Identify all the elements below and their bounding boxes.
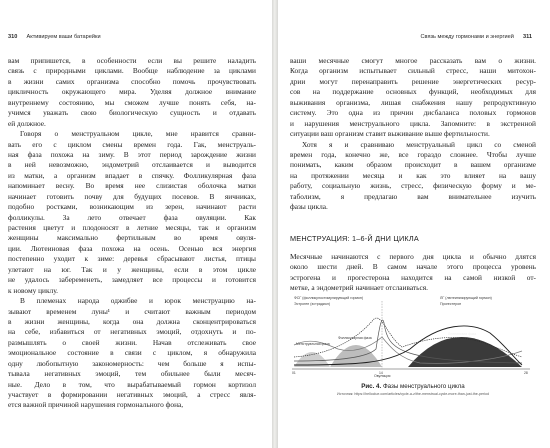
text-line: эстрогена и прогестерона находится на самой низкой от-: [290, 272, 536, 282]
left-page: [0, 0, 272, 448]
text-line: В племенах народа оджибве и юрок менструацию на-: [20, 296, 256, 306]
right-page-number: 311: [522, 34, 532, 40]
figure-caption-number: Рис. 4.: [361, 383, 382, 390]
text-line: участвует в формировании негативных эмоций, а стресс явля-: [8, 390, 256, 399]
follicular-phase-label: Фолликулярная фаза: [338, 336, 372, 340]
text-line: ции. Лютеиновая фаза похожа на осень. Осенью вся энергия: [8, 243, 256, 253]
text-line: женщины максимально фертильным во время овуля-: [8, 233, 256, 243]
text-line: Месячные начинаются с первого дня цикла и обычно длятся: [290, 252, 536, 261]
text-line: ется важной причиной нарушения гормонального фона,: [8, 400, 184, 410]
left-page-number: 310: [8, 34, 18, 40]
text-line: ей должное.: [8, 118, 46, 128]
text-line: Хотя я и сравниваю менструальный цикл со сменой: [302, 139, 536, 149]
section-body-text: [290, 252, 536, 294]
text-line: времен года, конечно же, все гораздо сложнее. Чтобы лучше: [290, 149, 536, 159]
figure-caption: [290, 383, 536, 390]
day-start-label: 01: [292, 371, 296, 375]
text-line: фазы цикла.: [290, 202, 328, 212]
text-line: в жизни женщины, когда она должна сконцентрироваться: [8, 316, 256, 326]
text-line: на протяжении месяца и как это влияет на вашу: [290, 170, 536, 180]
text-line: начинает готовить почву для будущих посевов. В яичниках,: [8, 191, 256, 201]
day-mid-label: 14: [379, 371, 383, 375]
lh-label: ЛГ (лютеинизирующий гормон): [440, 296, 492, 300]
cycle-diagram: [290, 293, 536, 379]
right-running-head: [421, 34, 532, 44]
text-line: работу, социальную жизнь, стресс, физическую форму и ме-: [290, 181, 536, 191]
text-line: размышлять о своей жизни. Начав отслеживать свое: [8, 337, 256, 347]
text-line: напоминает весну. Во время нее слизистая оболочка матки: [8, 181, 256, 191]
text-line: систему. Это одна из причин дисбаланса половых гормонов: [290, 108, 536, 118]
text-line: из матки, а организм впадает в спячку. Фолликулярная фаза: [8, 170, 256, 180]
text-line: на себе, избавиться от негативных эмоций, отдохнуть и по-: [8, 327, 256, 337]
text-line: Когда организм испытывает сильный стресс, наши митохон-: [290, 66, 536, 76]
text-line: к новому циклу.: [8, 285, 58, 295]
text-line: вать его с циклом смены времен года. Гак, менструаль-: [8, 139, 256, 149]
menstrual-phase-label: Менструальная фаза: [296, 342, 330, 346]
left-body-text: [8, 56, 256, 411]
text-line: цикличность окружающего мира. Уделяя должное внимание: [8, 87, 256, 97]
text-line: сов на поддержание основных функций, необходимых для: [290, 87, 536, 97]
left-running-head: [8, 34, 101, 44]
text-line: улетают на юг. Так и у женщины, если в этом цикле: [8, 264, 256, 274]
text-line: в ней невозможно, эндометрий отслаивается и выводится: [8, 160, 256, 170]
text-line: около шести дней. В самом начале этого процесса уровень: [290, 262, 536, 272]
text-line: дрии могут перенаправить решение энергетических ресур-: [290, 76, 536, 86]
cycle-figure: [290, 293, 536, 379]
text-line: не удалось забеременеть, замедляет все процессы и готовится: [8, 275, 256, 285]
text-line: тывала негативных эмоций, тем обильнее были месяч-: [8, 369, 256, 379]
text-line: растения цветут и плодоносят в летние месяцы, так и организм: [8, 223, 256, 232]
text-line: вам припишется, в особенности если вы решите наладить: [8, 56, 256, 65]
text-line: ситуации ваш организм ставит выживание выше фертильности.: [290, 129, 490, 139]
text-line: подобно ростками, возникающим из зерен, начинают расти: [8, 202, 256, 212]
left-running-title: Активируем ваши батарейки: [26, 34, 101, 40]
right-running-title: Связь между гормонами и энергией: [420, 34, 514, 40]
fsh-label: ФСГ (фолликулостимулирующий гормон): [294, 296, 364, 300]
section-heading: МЕНСТРУАЦИЯ: 1–6-Й ДНИ ЦИКЛА: [290, 234, 419, 243]
text-line: и нарушения менструального цикла. Запомните: в экстренной: [290, 118, 536, 128]
text-line: зывают временем луны¹ и считают важным периодом: [8, 306, 256, 316]
text-line: связь с природными циклами. Вообще наблюдение за циклами: [8, 66, 256, 76]
text-line: понимать, каким образом происходит в вашем организме: [290, 160, 536, 170]
text-line: фолликулы. За лето отвечает фаза овуляции. Как: [8, 212, 256, 222]
right-page: [278, 0, 550, 448]
text-line: ваши месячные смогут многое рассказать вам о жизни.: [290, 56, 536, 65]
estrogen-label: Эстроген (эстрадиол): [294, 302, 331, 306]
luteal-phase-label: Лютеиновая фаза: [448, 332, 477, 336]
text-line: учимся уважать свою биологическую сущность и отдавать: [8, 108, 256, 118]
ovulation-label: Овуляция: [374, 374, 391, 378]
text-line: одну любопытную закономерность: чем больше я испы-: [8, 358, 256, 368]
text-line: таболизм, я предлагаю вам внимательнее изучить: [290, 191, 536, 201]
day-end-label: 28: [524, 371, 528, 375]
text-line: метке, а эндометрий начинает отслаиваться.: [290, 283, 428, 293]
progesterone-label: Прогестерон: [440, 302, 462, 306]
text-line: Говоря о менструальном цикле, мне нравится сравни-: [20, 129, 256, 139]
text-line: эмоциональное состояние в связи с циклом, я обнаружила: [8, 348, 256, 358]
figure-source: Источник: https://helloclue.com/articles/cycle-a-z/the-menstrual-cycle-more-than-just-the-period: [337, 392, 489, 396]
text-line: в жизни самих организма способно помочь прочувствовать: [8, 76, 256, 86]
figure-caption-text: Фазы менструального цикла: [382, 383, 465, 390]
text-line: внутреннему состоянию, мы сможем лучше понять себя, на-: [8, 97, 256, 107]
text-line: постепенно уходит к зиме: деревья сбрасывают листья, птицы: [8, 254, 256, 264]
text-line: ная фаза похожа на зиму. В этот период зарождение жизни: [8, 149, 256, 159]
text-line: выживания организма, лишая снабжения нашу репродуктивную: [290, 97, 536, 107]
text-line: ные. Дело в том, что вырабатываемый гормон кортизол: [8, 379, 256, 389]
right-body-text: [290, 56, 536, 213]
